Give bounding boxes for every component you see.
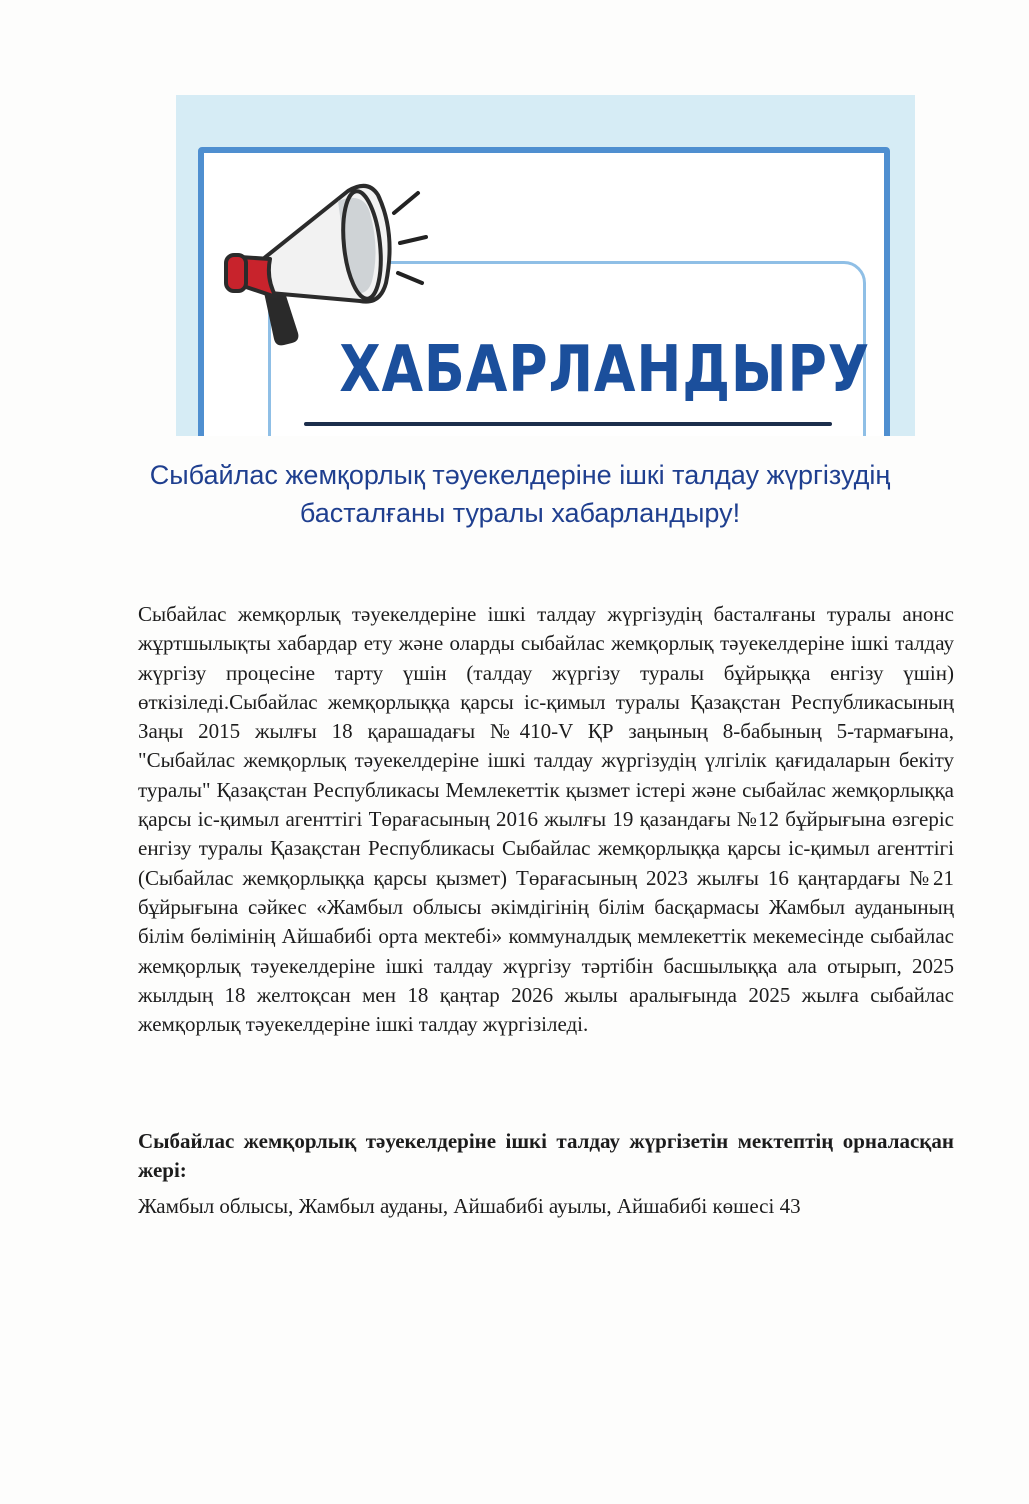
announcement-body: Сыбайлас жемқорлық тәуекелдеріне ішкі талдау жүргізудің басталғаны туралы анонс жұртшылықты хабардар ету және оларды сыбайлас жемқорлық тәуекелдеріне ішкі талдау жүргізу процесіне тарту үшін (талдау жүргізу туралы бұйрыққа енгізу үшін) өткізіледі.Сыбайлас жемқорлыққа қарсы іс-қимыл туралы Қазақстан Республикасының Заңы 2015 жылғы 18 қарашадағы №410-V ҚР заңының 8-бабының 5-тармағына, "Сыбайлас жемқорлық тәуекелдеріне ішкі талдау жүргізудің үлгілік қағидаларын бекіту туралы" Қазақстан Республикасы Мемлекеттік қызмет істері және сыбайлас жемқорлыққа қарсы іс-қимыл агенттігі Төрағасының 2016 жылғы 19 қазандағы №12 бұйрығына өзгеріс енгізу туралы Қазақстан Республикасы Сыбайлас жемқорлыққа қарсы іс-қимыл агенттігі (Сыбайлас жемқорлыққа қарсы қызмет) Төрағасының 2023 жылғы 16 қаңтардағы №21 бұйрығына сәйкес «Жамбыл облысы әкімдігінің білім басқармасы Жамбыл ауданының білім бөлімінің Айшабибі орта мектебі» коммуналдық мемлекеттік мекемесінде сыбайлас жемқорлық тәуекелдеріне ішкі талдау жүргізу тәртібін басшылыққа ала отырып, 2025 жылдың 18 желтоқсан мен 18 қаңтар 2026 жылы аралығында 2025 жылға сыбайлас жемқорлық тәуекелдеріне ішкі талдау жүргізіледі. — [138, 602, 954, 1037]
location-heading: Сыбайлас жемқорлық тәуекелдеріне ішкі талдау жүргізетін мектептің орналасқан жері: — [138, 1129, 954, 1182]
announcement-subtitle: Сыбайлас жемқорлық тәуекелдеріне ішкі талдау жүргізудің басталғаны туралы хабарландыру! — [149, 460, 891, 528]
school-address: Жамбыл облысы, Жамбыл ауданы, Айшабибі ауылы, Айшабибі көшесі 43 — [138, 1194, 801, 1218]
banner-title: ХАБАРЛАНДЫРУ — [339, 333, 871, 407]
banner-underline — [304, 422, 832, 426]
announcement-banner — [176, 95, 915, 436]
megaphone-icon — [218, 173, 428, 353]
